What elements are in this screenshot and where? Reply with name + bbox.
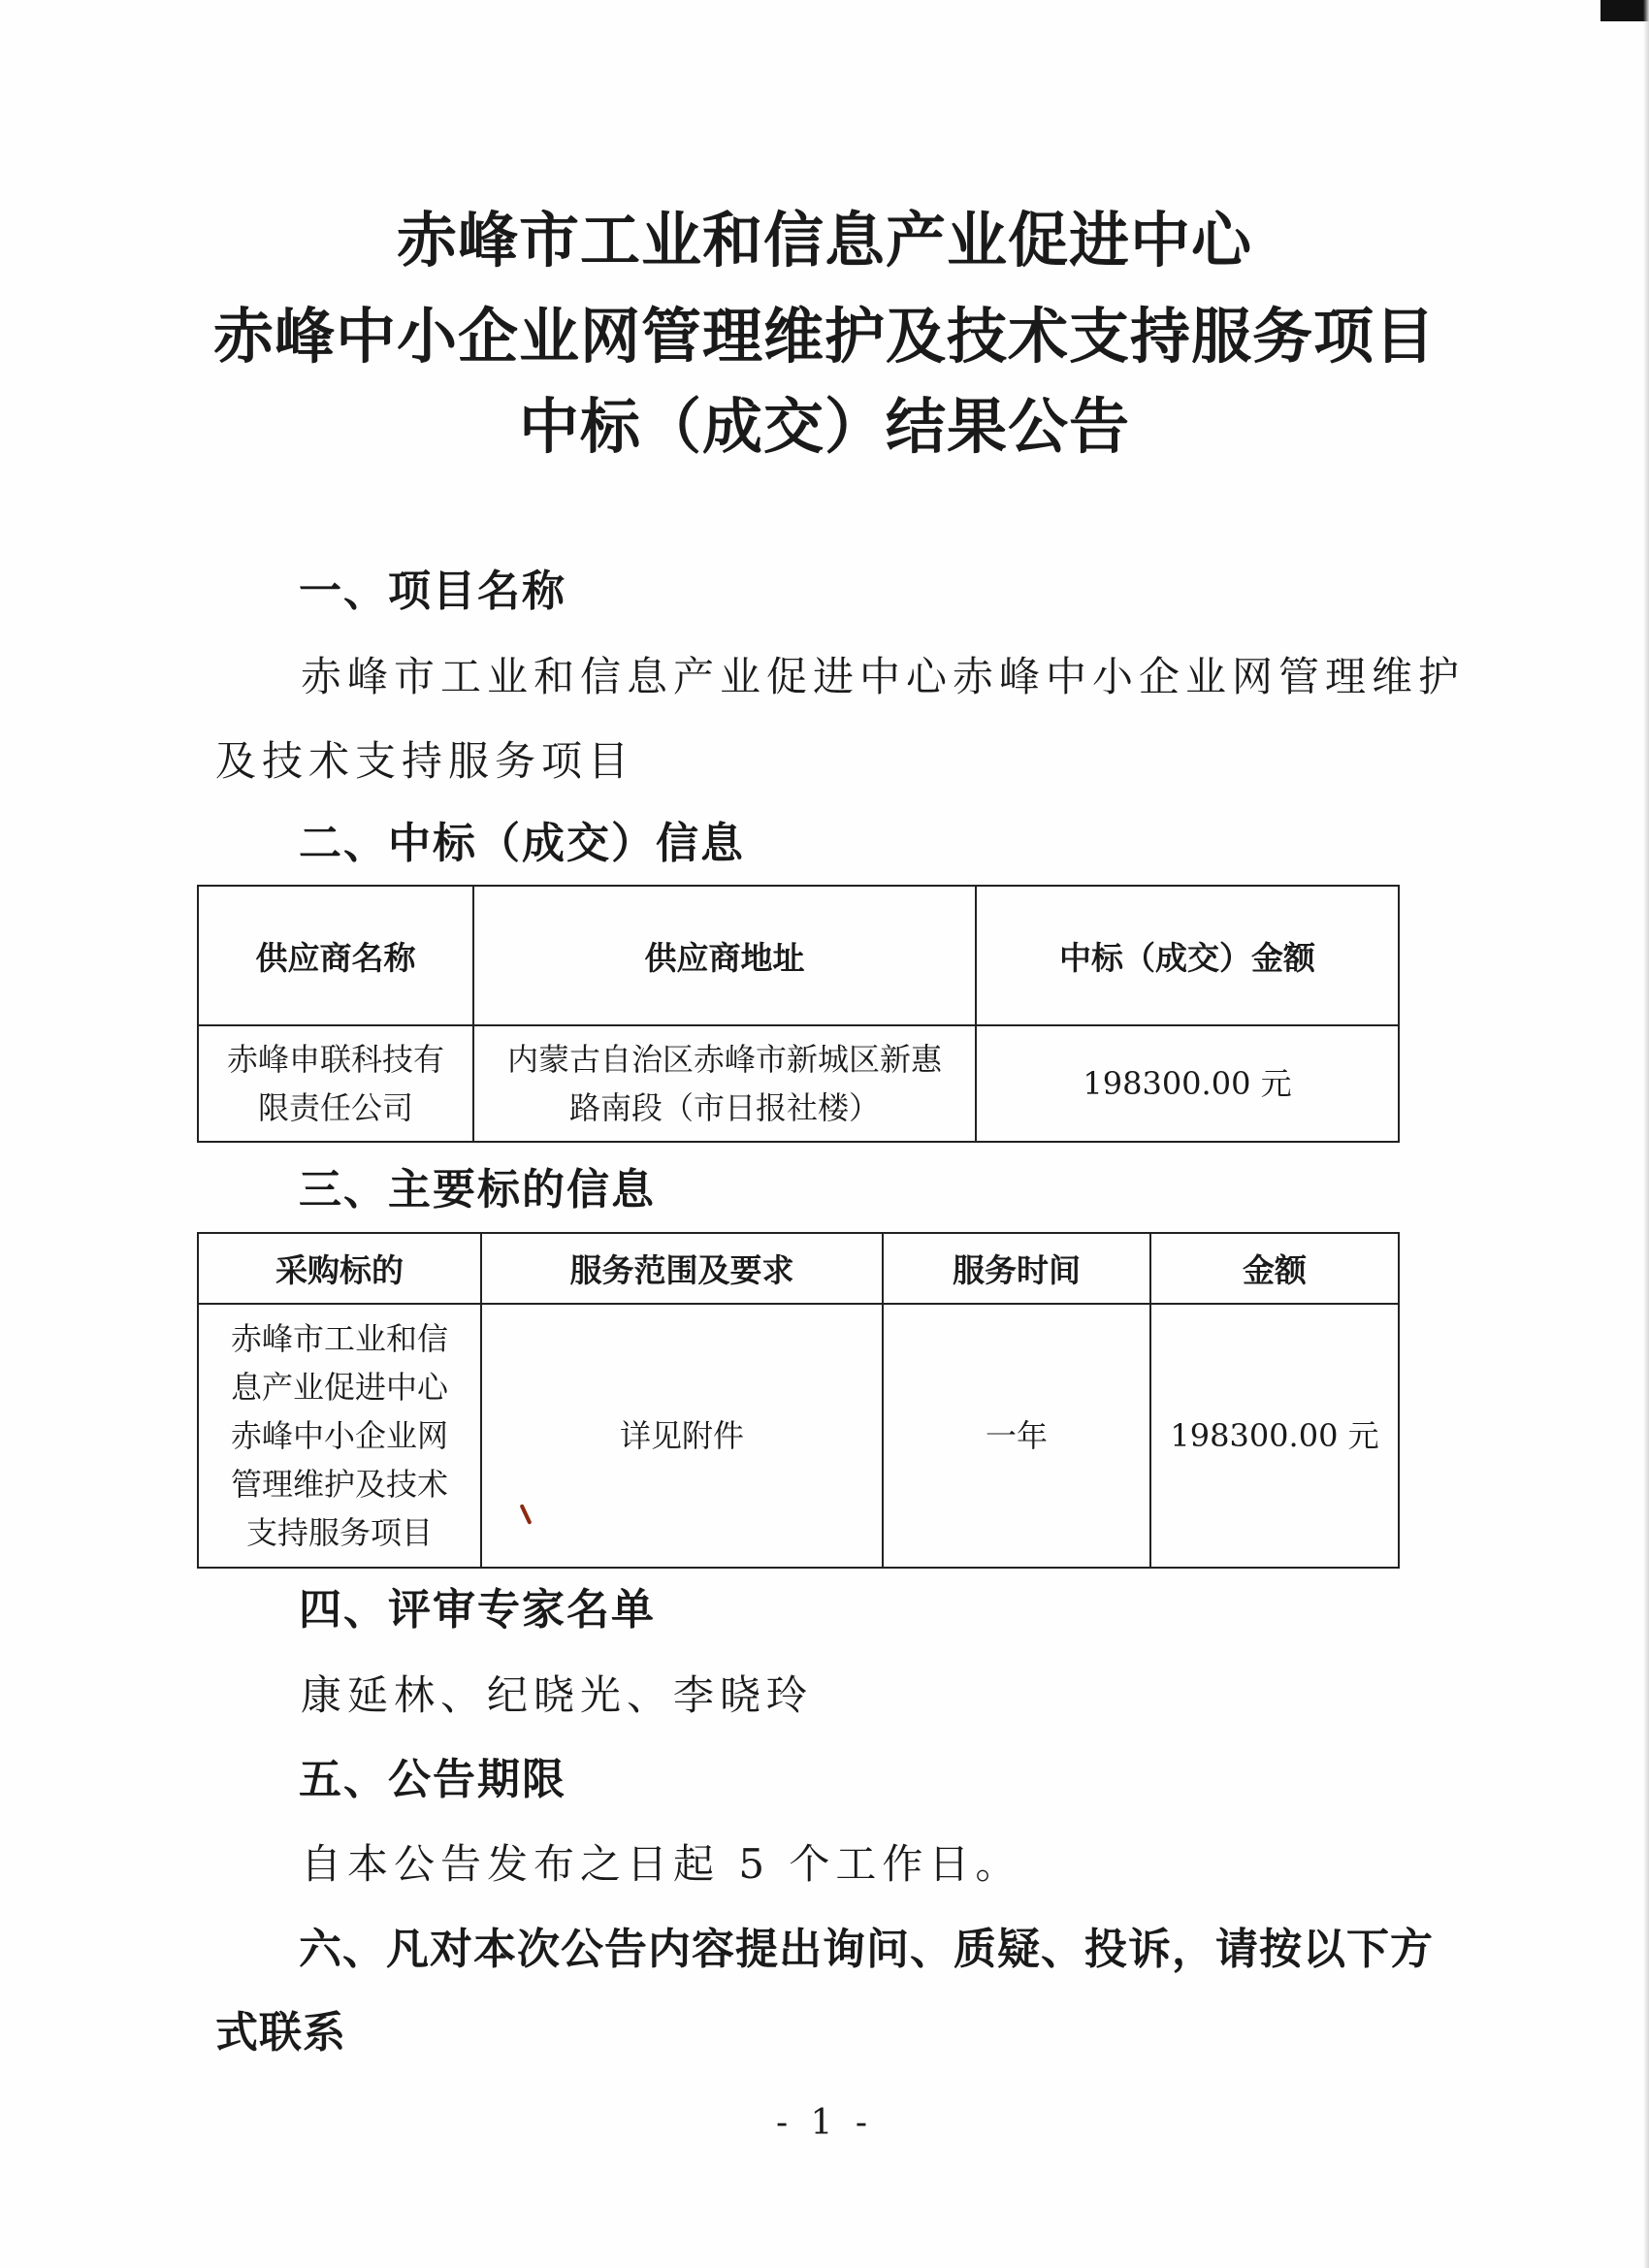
- subject-item-line-3: 赤峰中小企业网: [230, 1417, 448, 1454]
- subject-item-line-2: 息产业促进中心: [230, 1369, 448, 1406]
- subject-header-duration: 服务时间: [883, 1233, 1150, 1304]
- subject-item-line-5: 支持服务项目: [245, 1514, 433, 1551]
- section-5-heading: 五、公告期限: [299, 1755, 566, 1804]
- expert-list: 康延林、纪晓光、李晓玲: [301, 1671, 814, 1719]
- notice-period-text: 自本公告发布之日起 5 个工作日。: [301, 1840, 1022, 1888]
- award-header-amount: 中标（成交）金额: [976, 886, 1399, 1025]
- section-1-heading: 一、项目名称: [299, 567, 566, 616]
- award-table-row: [198, 1025, 1399, 1142]
- section-1-text-line-1: 赤峰市工业和信息产业促进中心赤峰中小企业网管理维护: [301, 653, 1466, 700]
- supplier-name-line-2: 限责任公司: [257, 1089, 413, 1126]
- subject-item-line-1: 赤峰市工业和信: [230, 1320, 448, 1357]
- title-line-1: 赤峰市工业和信息产业促进中心: [396, 205, 1252, 275]
- supplier-address-line-1: 内蒙古自治区赤峰市新城区新惠: [506, 1041, 942, 1078]
- award-cell-amount: 198300.00 元: [976, 1025, 1399, 1142]
- page-number: - 1 -: [775, 2103, 874, 2143]
- supplier-name-line-1: 赤峰申联科技有: [226, 1041, 444, 1078]
- subject-cell-scope: 详见附件: [481, 1304, 883, 1568]
- title-line-3: 中标（成交）结果公告: [518, 391, 1130, 462]
- title-line-2: 赤峰中小企业网管理维护及技术支持服务项目: [212, 301, 1436, 372]
- subject-table-header-row: [198, 1233, 1399, 1304]
- section-2-heading: 二、中标（成交）信息: [299, 819, 745, 868]
- award-header-supplier-name: 供应商名称: [198, 886, 473, 1025]
- section-6-heading-line-2: 式联系: [215, 2008, 346, 2057]
- subject-cell-amount: 198300.00 元: [1150, 1304, 1399, 1568]
- subject-cell-duration: 一年: [883, 1304, 1150, 1568]
- award-table-header-row: [198, 886, 1399, 1025]
- award-table: [197, 885, 1400, 1143]
- subject-header-scope: 服务范围及要求: [481, 1233, 883, 1304]
- award-cell-supplier-name: [198, 1025, 473, 1142]
- subject-header-item: 采购标的: [198, 1233, 481, 1304]
- section-3-heading: 三、主要标的信息: [299, 1165, 656, 1215]
- section-1-text-line-2: 及技术支持服务项目: [215, 737, 635, 785]
- section-6-heading-line-1: 六、凡对本次公告内容提出询问、质疑、投诉，请按以下方: [299, 1925, 1434, 1974]
- award-header-supplier-address: 供应商地址: [473, 886, 976, 1025]
- subject-item-line-4: 管理维护及技术: [230, 1466, 448, 1503]
- subject-table-row: [198, 1304, 1399, 1568]
- award-cell-supplier-address: [473, 1025, 976, 1142]
- section-4-heading: 四、评审专家名单: [299, 1585, 656, 1635]
- subject-cell-item: [198, 1304, 481, 1568]
- supplier-address-line-2: 路南段（市日报社楼）: [568, 1089, 880, 1126]
- subject-header-amount: 金额: [1150, 1233, 1399, 1304]
- scan-corner-mark: [1600, 0, 1649, 21]
- subject-info-table: [197, 1232, 1400, 1569]
